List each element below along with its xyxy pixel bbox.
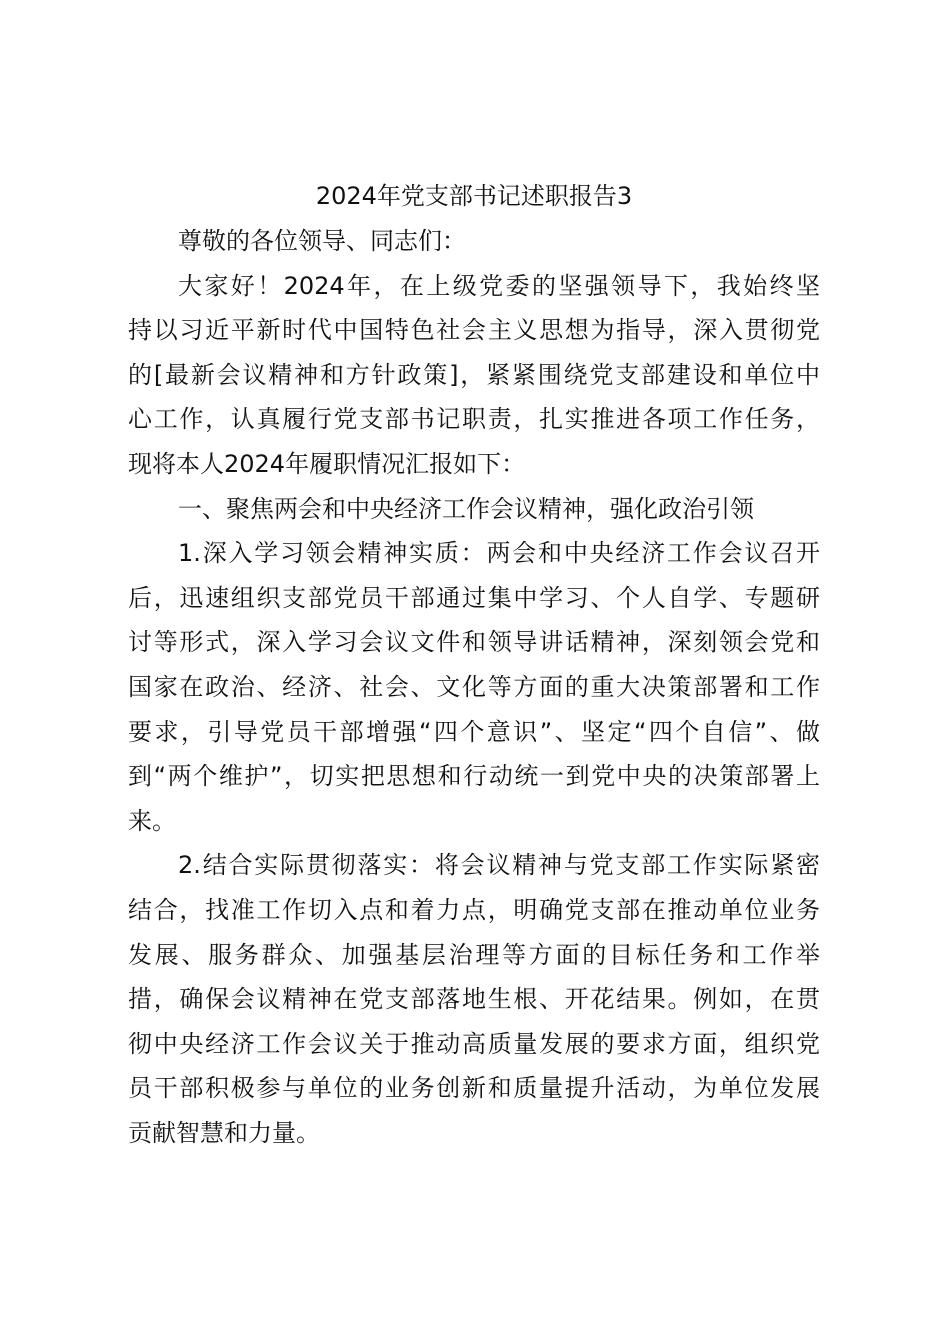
text-line: 持以习近平新时代中国特色社会主义思想为指导，深入贯彻党 — [128, 316, 820, 345]
paragraph-item-2 — [128, 843, 820, 1155]
paragraph-intro — [128, 264, 820, 487]
text-line: 来。 — [128, 806, 176, 835]
salutation: 尊敬的各位领导、同志们： — [178, 227, 466, 255]
text-line: 后，迅速组织支部党员干部通过集中学习、个人自学、专题研 — [128, 583, 820, 612]
text-line: 发展、服务群众、加强基层治理等方面的目标任务和工作举 — [128, 940, 820, 969]
text-line: 大家好！2024年，在上级党委的坚强领导下，我始终坚 — [178, 271, 820, 300]
text-line: 1.深入学习领会精神实质：两会和中央经济工作会议召开 — [178, 539, 820, 568]
text-line: 员干部积极参与单位的业务创新和质量提升活动，为单位发展 — [128, 1074, 820, 1103]
document-title: 2024年党支部书记述职报告3 — [315, 182, 633, 210]
text-line: 的[最新会议精神和方针政策]，紧紧围绕党支部建设和单位中 — [128, 360, 820, 389]
text-line: 心工作，认真履行党支部书记职责，扎实推进各项工作任务， — [128, 405, 820, 434]
heading-line: 一、聚焦两会和中央经济工作会议精神，强化政治引领 — [178, 494, 754, 523]
text-line: 讨等形式，深入学习会议文件和领导讲话精神，深刻领会党和 — [128, 628, 820, 657]
text-line: 要求，引导党员干部增强“四个意识”、坚定“四个自信”、做 — [128, 717, 820, 746]
text-line: 彻中央经济工作会议关于推动高质量发展的要求方面，组织党 — [128, 1029, 820, 1058]
text-line: 贡献智慧和力量。 — [128, 1118, 320, 1147]
paragraph-item-1 — [128, 531, 820, 843]
text-line: 现将本人2024年履职情况汇报如下： — [128, 449, 526, 478]
text-line: 到“两个维护”，切实把思想和行动统一到党中央的决策部署上 — [128, 762, 820, 791]
text-line: 结合，找准工作切入点和着力点，明确党支部在推动单位业务 — [128, 895, 820, 924]
text-line: 2.结合实际贯彻落实：将会议精神与党支部工作实际紧密 — [178, 851, 820, 880]
text-line: 措，确保会议精神在党支部落地生根、开花结果。例如，在贯 — [128, 985, 820, 1014]
section-heading — [128, 487, 820, 532]
text-line: 国家在政治、经济、社会、文化等方面的重大决策部署和工作 — [128, 672, 820, 701]
document-body — [128, 174, 820, 1155]
